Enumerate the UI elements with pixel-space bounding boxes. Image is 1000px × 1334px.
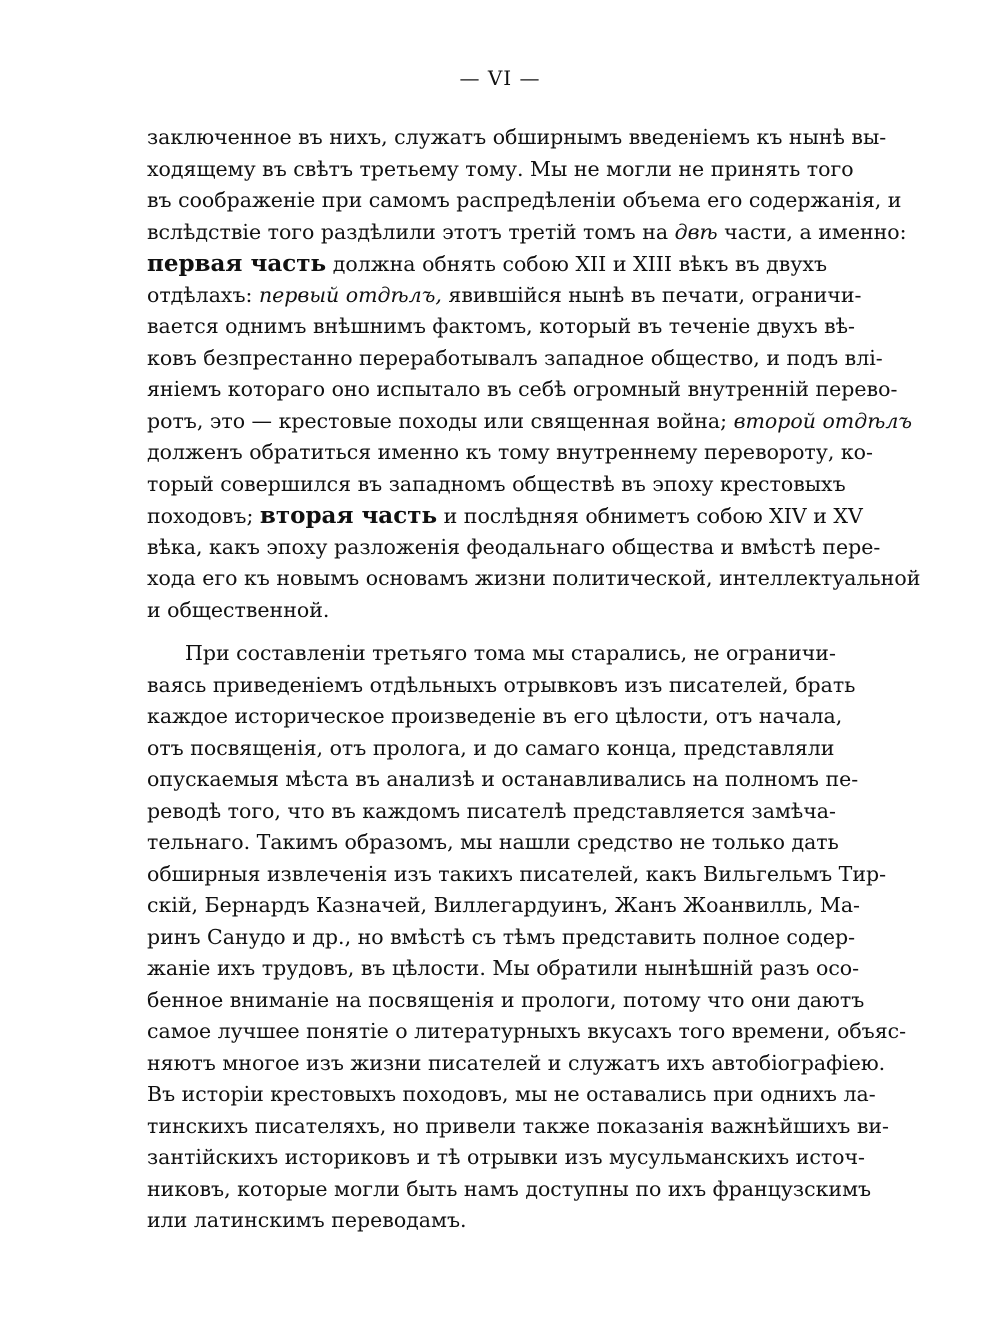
text-line: реводѣ того, что въ каждомъ писателѣ представляется замѣча- <box>147 798 836 823</box>
text-line: яніемъ котораго оно испытало въ себѣ огромный внутренній перево- <box>147 377 898 401</box>
text-line: тельнаго. Такимъ образомъ, мы нашли средство не только дать <box>147 830 839 854</box>
body-text <box>147 122 921 1237</box>
text-line: бенное вниманіе на посвященія и прологи, потому что они даютъ <box>147 987 865 1012</box>
text-line <box>147 217 907 249</box>
text-line: ринъ Санудо и др., но вмѣстѣ съ тѣмъ представить полное содер- <box>147 924 856 949</box>
text-line: опускаемыя мѣста въ анализѣ и останавливались на полномъ пе- <box>147 767 859 791</box>
paragraph-2 <box>147 638 907 1237</box>
paragraph-gap <box>147 626 827 638</box>
emphasis-text: второй отдѣлъ <box>733 408 913 433</box>
text-line <box>147 406 913 438</box>
text-line: При составленіи третьяго тома мы старались, не ограничи- <box>185 641 836 665</box>
text-line: ковъ безпрестанно переработывалъ западное общество, и подъ влі- <box>147 345 883 370</box>
text-line: вѣка, какъ эпоху разложенія феодальнаго общества и вмѣстѣ пере- <box>147 534 881 559</box>
text-line: скій, Бернардъ Казначей, Виллегардуинъ, Жанъ Жоанвилль, Ма- <box>147 893 860 917</box>
text-line: ходящему въ свѣтъ третьему тому. Мы не могли не принять того <box>147 156 854 181</box>
text-line <box>147 280 862 312</box>
text-fragment: явившійся нынѣ въ печати, ограничи- <box>448 282 862 307</box>
text-fragment: ротъ, это — крестовые походы или священная война; <box>147 408 728 433</box>
text-fragment: части, а именно: <box>724 219 907 244</box>
text-line: долженъ обратиться именно къ тому внутреннему перевороту, ко- <box>147 440 873 464</box>
text-line: заключенное въ нихъ, служатъ обширнымъ введеніемъ къ нынѣ вы- <box>147 125 887 149</box>
bold-heading-text: вторая часть <box>259 502 438 529</box>
text-line: въ соображеніе при самомъ распредѣленіи объема его содержанія, и <box>147 188 902 212</box>
bold-heading-text: первая часть <box>147 250 327 277</box>
text-line: и общественной. <box>147 597 330 622</box>
text-line: тинскихъ писателяхъ, но привели также показанія важнѣйшихъ ви- <box>147 1113 889 1138</box>
text-line: торый совершился въ западномъ обществѣ въ эпоху крестовыхъ <box>147 471 846 496</box>
text-fragment: вслѣдствіе того раздѣлили этотъ третій томъ на <box>147 219 669 244</box>
text-line: зантійскихъ историковъ и тѣ отрывки изъ мусульманскихъ источ- <box>147 1145 865 1169</box>
text-line: или латинскимъ переводамъ. <box>147 1208 467 1232</box>
emphasis-text: двѣ <box>674 219 718 244</box>
text-line: Въ исторіи крестовыхъ походовъ, мы не оставались при однихъ ла- <box>147 1082 876 1106</box>
paragraph-1 <box>147 122 921 626</box>
page-number: — VI — <box>459 66 541 90</box>
text-line: жаніе ихъ трудовъ, въ цѣлости. Мы обратили нынѣшній разъ осо- <box>147 956 860 980</box>
text-line: ваясь приведеніемъ отдѣльныхъ отрывковъ изъ писателей, брать <box>147 672 856 697</box>
text-line: отъ посвященія, отъ пролога, и до самаго конца, представляли <box>147 735 835 760</box>
text-fragment: и послѣдняя обниметъ собою XIV и XV <box>443 504 863 528</box>
text-line: вается однимъ внѣшнимъ фактомъ, который въ теченіе двухъ вѣ- <box>147 314 855 338</box>
text-line: обширныя извлеченія изъ такихъ писателей, какъ Вильгельмъ Тир- <box>147 861 887 886</box>
text-fragment: отдѣлахъ: <box>147 282 253 307</box>
text-line: няютъ многое изъ жизни писателей и служатъ ихъ автобіографіею. <box>147 1050 886 1075</box>
text-line: каждое историческое произведеніе въ его цѣлости, отъ начала, <box>147 704 843 728</box>
text-line <box>147 500 863 532</box>
text-fragment: должна обнять собою XII и XIII вѣкъ въ двухъ <box>332 252 827 276</box>
text-fragment: походовъ; <box>147 504 254 528</box>
emphasis-text: первый отдѣлъ, <box>258 282 442 307</box>
text-line: самое лучшее понятіе о литературныхъ вкусахъ того времени, объяс- <box>147 1019 907 1043</box>
text-line <box>147 248 827 280</box>
text-line: хода его къ новымъ основамъ жизни политической, интеллектуальной <box>147 566 921 590</box>
text-line: никовъ, которые могли быть намъ доступны по ихъ французскимъ <box>147 1176 872 1201</box>
